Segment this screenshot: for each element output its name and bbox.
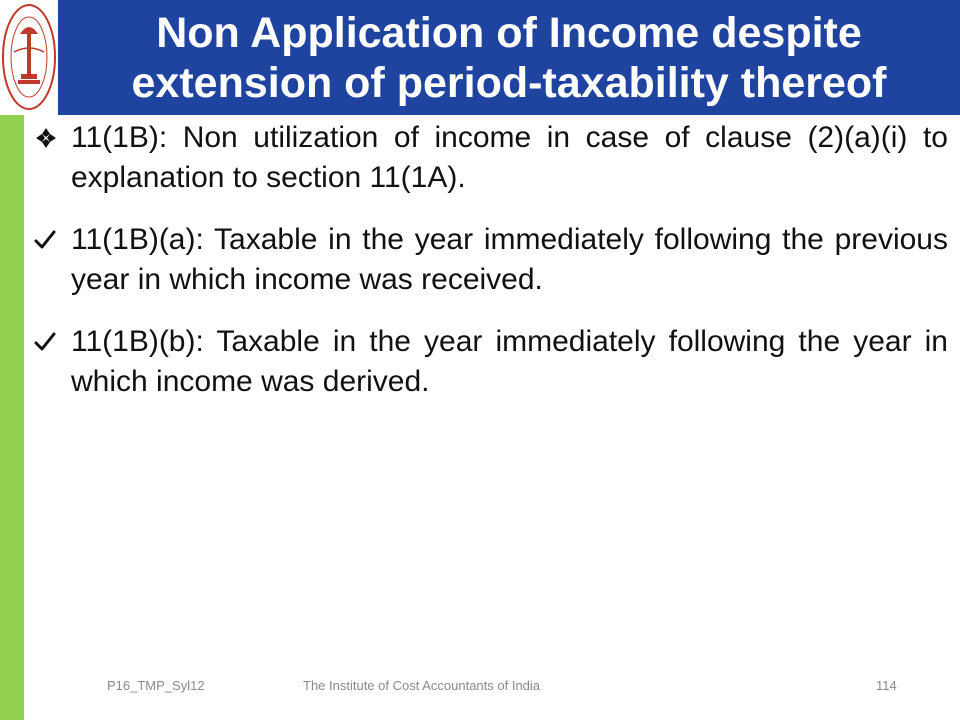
institute-seal-icon	[0, 2, 58, 112]
slide-title-line-2: extension of period-taxability thereof	[131, 58, 887, 107]
footer-page-number: 114	[876, 678, 897, 693]
institute-logo	[0, 0, 58, 115]
bullet-item-11-1b-b	[34, 322, 948, 402]
bullet-text: 11(1B): Non utilization of income in case of clause (2)(a)(i) to explanation to section 11(1A).	[71, 121, 948, 194]
bullet-text: 11(1B)(b): Taxable in the year immediately following the year in which income was derived.	[71, 325, 948, 398]
bullet-item-11-1b	[34, 118, 948, 198]
diamond-bullet-icon	[34, 118, 66, 158]
slide-title-line-1: Non Application of Income despite	[156, 8, 862, 57]
footer-course-code: P16_TMP_Syl12	[107, 678, 205, 693]
footer-institute-name: The Institute of Cost Accountants of India	[303, 678, 541, 693]
bullet-item-11-1b-a	[34, 220, 948, 300]
green-side-bar	[0, 115, 24, 720]
bullet-list	[34, 118, 948, 424]
checkmark-icon	[34, 322, 66, 362]
bullet-text: 11(1B)(a): Taxable in the year immediately following the previous year in which income was received.	[71, 223, 948, 296]
title-banner	[58, 0, 960, 115]
checkmark-icon	[34, 220, 66, 260]
